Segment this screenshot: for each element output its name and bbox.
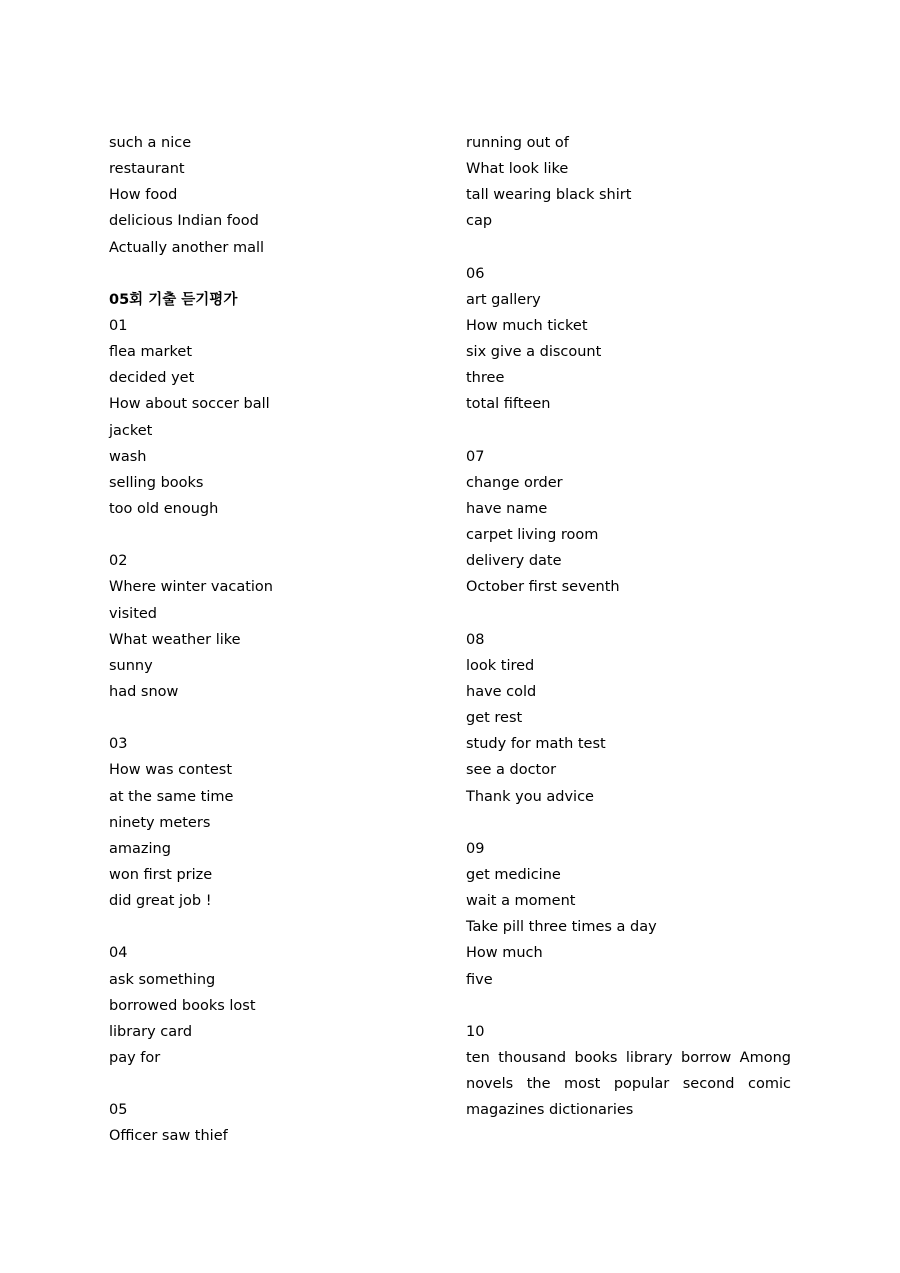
text-line: Take pill three times a day	[466, 919, 657, 936]
text-line: wait a moment	[466, 893, 576, 910]
text-line: cap	[466, 213, 493, 230]
question-number: 08	[466, 631, 485, 648]
text-line: have name	[466, 500, 548, 517]
text-line: ninety meters	[109, 814, 211, 831]
text-line: October first seventh	[466, 579, 620, 596]
text-line: get medicine	[466, 866, 561, 883]
text-line: restaurant	[109, 161, 185, 178]
question-number: 10	[466, 1023, 485, 1040]
text-line: Thank you advice	[466, 788, 594, 805]
spacer	[109, 522, 409, 548]
spacer	[109, 261, 409, 287]
text-line: flea market	[109, 344, 193, 361]
text-line: How was contest	[109, 762, 233, 779]
text-line: won first prize	[109, 866, 213, 883]
spacer	[466, 993, 791, 1019]
text-line: study for math test	[466, 736, 606, 753]
text-line: pay for	[109, 1049, 161, 1066]
spacer	[466, 601, 791, 627]
text-line: What look like	[466, 161, 569, 178]
text-line: such a nice	[109, 135, 192, 151]
question-number: 06	[466, 265, 485, 282]
question-number: 04	[109, 945, 128, 962]
question-number: 05	[109, 1102, 128, 1119]
text-line: did great job !	[109, 893, 212, 910]
left-column	[109, 130, 409, 1149]
question-number: 01	[109, 317, 128, 334]
text-line: art gallery	[466, 291, 541, 308]
text-line: look tired	[466, 657, 535, 674]
text-line: Actually another mall	[109, 239, 265, 256]
question-number: 07	[466, 448, 485, 465]
text-line: wash	[109, 448, 147, 465]
text-line: Officer saw thief	[109, 1128, 228, 1145]
paragraph: ten thousand books library borrow Among novels the most popular second comic magazines dictionaries	[466, 1049, 791, 1119]
text-line: selling books	[109, 474, 204, 491]
text-line: six give a discount	[466, 344, 602, 361]
text-line: get rest	[466, 710, 523, 727]
text-line: delivery date	[466, 553, 562, 570]
text-line: How about soccer ball	[109, 396, 270, 413]
text-line: too old enough	[109, 500, 219, 517]
text-line: How food	[109, 187, 178, 204]
text-line: How much ticket	[466, 317, 588, 334]
question-number: 09	[466, 840, 485, 857]
spacer	[109, 705, 409, 731]
text-line: amazing	[109, 840, 171, 857]
text-line: had snow	[109, 683, 179, 700]
text-line: running out of	[466, 135, 569, 151]
text-line: jacket	[109, 422, 153, 439]
text-line: visited	[109, 605, 158, 622]
text-line: decided yet	[109, 370, 195, 387]
text-line: ask something	[109, 971, 216, 988]
text-line: see a doctor	[466, 762, 557, 779]
text-line: at the same time	[109, 788, 234, 805]
text-line: tall wearing black shirt	[466, 187, 632, 204]
text-line: five	[466, 971, 493, 988]
question-number: 02	[109, 553, 128, 570]
text-line: borrowed books lost	[109, 997, 256, 1014]
text-line: carpet living room	[466, 527, 599, 544]
text-line: Where winter vacation	[109, 579, 273, 596]
text-line: three	[466, 370, 505, 387]
text-line: sunny	[109, 657, 153, 674]
spacer	[109, 1071, 409, 1097]
text-line: total fifteen	[466, 396, 551, 413]
spacer	[466, 235, 791, 261]
text-line: library card	[109, 1023, 193, 1040]
text-line: How much	[466, 945, 543, 962]
text-line: delicious Indian food	[109, 213, 259, 230]
spacer	[109, 914, 409, 940]
question-number: 03	[109, 736, 128, 753]
spacer	[466, 810, 791, 836]
text-line: What weather like	[109, 631, 241, 648]
text-line: have cold	[466, 683, 537, 700]
text-line: change order	[466, 474, 563, 491]
spacer	[466, 418, 791, 444]
section-title: 05회 기출 듣기평가	[109, 291, 238, 308]
right-column	[466, 130, 791, 1123]
